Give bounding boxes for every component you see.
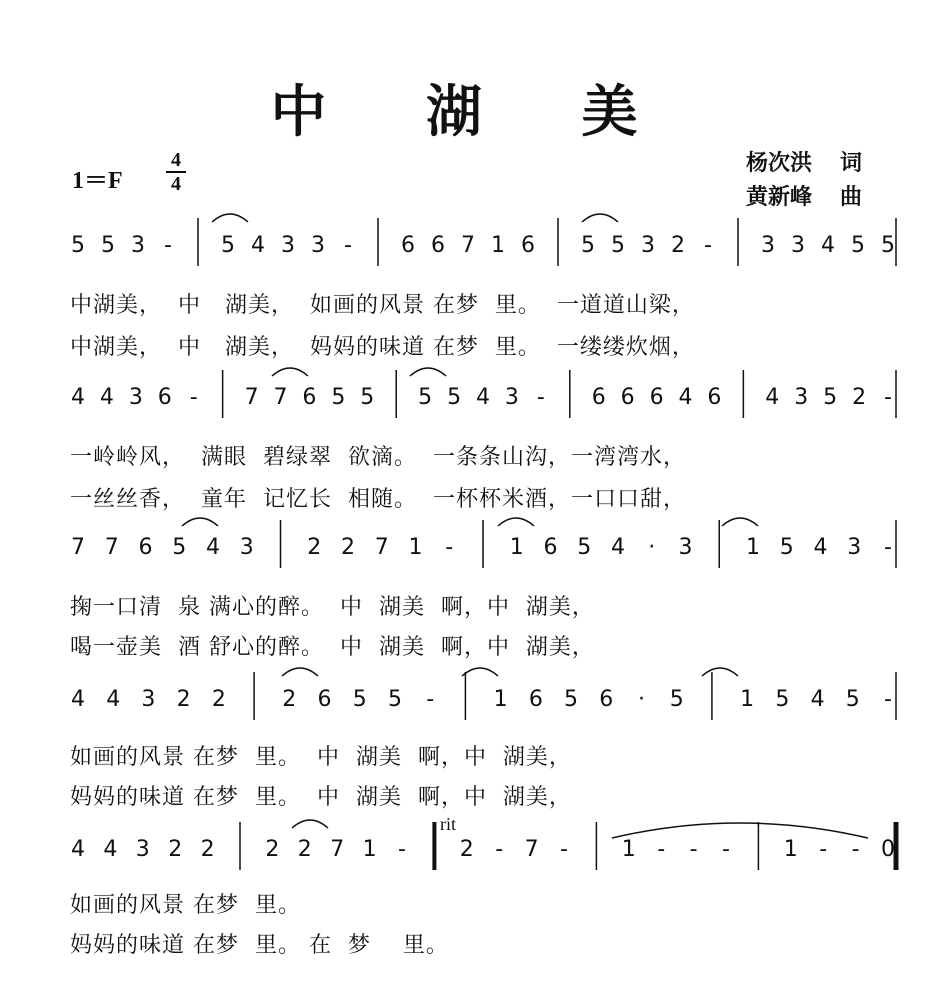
note: 2 [200,837,215,862]
lyrics-row4-verse1: 如画的风景 在梦 里。 中 湖美 啊，中 湖美， [70,745,572,770]
note: 7 [374,535,389,560]
composer-credit: 黄新峰 曲 [746,185,863,210]
note: 6 [543,535,558,560]
note: · [648,535,656,560]
note: 7 [524,837,539,862]
note: - [560,837,568,862]
note: 2 [852,385,867,410]
note: 6 [620,385,635,410]
note: 5 [564,687,579,712]
lyrics-row3-verse2: 喝一壶美 酒 舒心的醉。 中 湖美 啊，中 湖美， [70,635,595,660]
note: 5 [101,233,115,258]
note: - [495,837,504,862]
note: 3 [281,233,295,258]
note: 2 [297,837,312,862]
note: 3 [641,233,655,258]
note: - [884,535,892,560]
note: 0 [881,837,895,862]
note: 5 [779,535,794,560]
song-title: 中 湖 美 [270,80,678,145]
note: 5 [881,233,895,258]
note: - [426,687,435,712]
lyrics-row5-verse1: 如画的风景 在梦 里。 [70,893,301,918]
note: 5 [352,687,367,712]
lyricist-credit: 杨次洪 词 [746,151,863,176]
note: 3 [791,233,805,258]
lyrics-row5-verse2: 妈妈的味道 在梦 里。 在 梦 里。 [70,933,449,958]
note: 2 [282,687,297,712]
note: 6 [521,233,535,258]
note: 5 [669,687,684,712]
note: 6 [599,687,614,712]
note: 2 [459,837,474,862]
note: 3 [239,535,254,560]
note: 1 [783,837,798,862]
note: 5 [611,233,625,258]
note: 5 [447,385,462,410]
note: 7 [244,385,259,410]
time-sig-bottom: 4 [171,173,181,195]
note: - [884,687,892,712]
note: 2 [307,535,322,560]
note: 3 [794,385,809,410]
note: 3 [847,535,862,560]
note: 4 [765,385,780,410]
note: - [344,233,352,258]
note: 4 [71,687,85,712]
note: 6 [138,535,153,560]
note: 2 [211,687,226,712]
note: 1 [746,535,760,560]
note: - [657,837,666,862]
slur [292,820,328,828]
lyrics-row3-verse1: 掬一口清 泉 满心的醉。 中 湖美 啊，中 湖美， [70,595,595,620]
note: 5 [360,385,375,410]
slur [282,668,318,676]
lyrics-row1-verse2: 中湖美， 中 湖美， 妈妈的味道 在梦 里。 一缕缕炊烟， [70,335,695,360]
note: 4 [71,385,85,410]
note: 5 [221,233,235,258]
note: 3 [131,233,145,258]
note: 1 [362,837,377,862]
note: 1 [493,687,508,712]
note: 6 [302,385,317,410]
note: - [536,385,545,410]
slur [182,518,218,526]
note: 2 [341,535,355,560]
note: 6 [707,385,722,410]
note: 4 [106,687,121,712]
note: 3 [678,535,693,560]
note: 6 [528,687,543,712]
note: 5 [851,233,865,258]
note: 4 [103,837,118,862]
slur [498,518,534,526]
note: 4 [813,535,828,560]
note: - [819,837,828,862]
note: 6 [431,233,445,258]
note: 4 [71,837,85,862]
note: 3 [128,385,143,410]
rit-marking: rit [440,814,456,834]
note: 7 [330,837,345,862]
note: - [398,837,406,862]
note: 1 [621,837,636,862]
note: 1 [408,535,423,560]
slur [702,668,738,676]
note: 2 [168,837,183,862]
note: 5 [775,687,790,712]
lyrics-row1-verse1: 中湖美， 中 湖美， 如画的风景 在梦 里。 一道道山梁， [70,293,695,318]
note: 5 [172,535,187,560]
note: - [884,385,892,410]
lyrics-row2-verse1: 一岭岭风， 满眼 碧绿翠 欲滴。 一条条山沟，一湾湾水， [70,445,686,470]
note: 5 [418,385,433,410]
note: 6 [157,385,172,410]
note: 5 [823,385,838,410]
note: 2 [265,837,280,862]
note: · [637,687,645,712]
slur [582,214,618,222]
note: 6 [401,233,415,258]
note: 6 [591,385,606,410]
note: 3 [311,233,325,258]
note: 5 [331,385,346,410]
note: 5 [581,233,595,258]
note: 6 [649,385,664,410]
note: 5 [71,233,85,258]
slur [212,214,248,222]
note: 2 [671,233,685,258]
note: 4 [99,385,114,410]
note: 3 [504,385,519,410]
note: 3 [761,233,775,258]
note: - [164,233,172,258]
slur [272,368,308,376]
note: 1 [509,535,524,560]
note: 6 [317,687,332,712]
note: - [189,385,198,410]
slur [410,368,446,376]
note: - [689,837,698,862]
note: 7 [71,535,85,560]
note: 1 [491,233,505,258]
note: 7 [273,385,288,410]
note: 5 [387,687,402,712]
lyrics-row2-verse2: 一丝丝香， 童年 记忆长 相随。 一杯杯米酒，一口口甜， [70,487,686,512]
slur [722,518,758,526]
slur [462,668,498,676]
tie [612,823,868,838]
note: 4 [678,385,693,410]
note: 3 [141,687,156,712]
note: - [851,837,860,862]
note: - [445,535,454,560]
note: 5 [577,535,592,560]
note: 4 [476,385,490,410]
lyrics-row4-verse2: 妈妈的味道 在梦 里。 中 湖美 啊，中 湖美， [70,785,572,810]
note: 1 [740,687,755,712]
note: - [704,233,712,258]
note: - [722,837,730,862]
note: 4 [251,233,265,258]
note: 4 [206,535,220,560]
note: 4 [821,233,835,258]
note: 4 [611,535,625,560]
note: 4 [810,687,825,712]
note: 7 [104,535,119,560]
key-signature: 1＝F [72,168,123,194]
note: 2 [176,687,191,712]
note: 7 [461,233,475,258]
time-sig-top: 4 [171,149,181,171]
note: 5 [845,687,860,712]
note: 3 [135,837,150,862]
